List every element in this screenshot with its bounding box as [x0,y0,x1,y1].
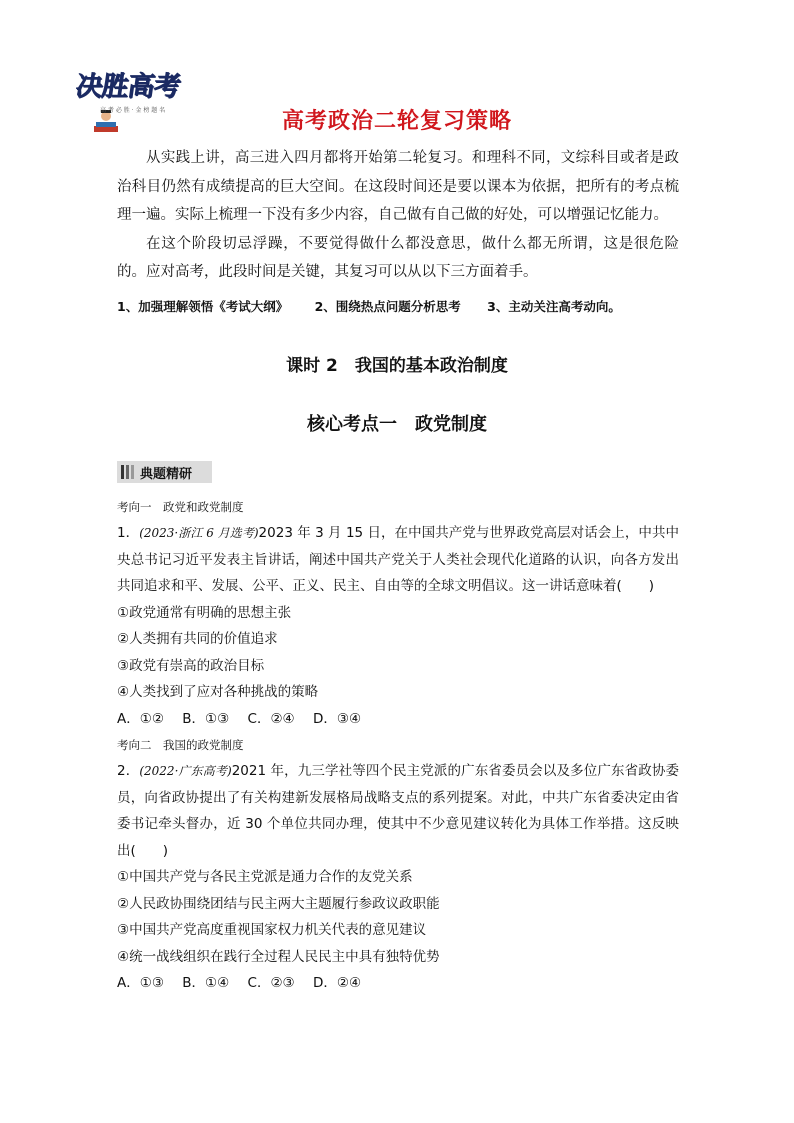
bars-icon [121,465,134,479]
q1-item-2: ②人类拥有共同的价值追求 [117,631,278,647]
logo-text: 决胜高考 [73,71,182,102]
q1-number: 1． [117,525,140,541]
q1-source: (2023·浙江 6 月选考) [139,526,259,540]
question-2 [117,758,679,864]
q1-item-1: ①政党通常有明确的思想主张 [117,604,292,621]
q1-option-b: B．①③ [182,710,230,727]
intro-paragraph-1: 从实践上讲，高三进入四月都将开始第二轮复习。和理科不同，文综科目或者是政治科目仍然有成绩提高的巨大空间。在这段时间还是要以课本为依据，把所有的考点梳理一遍。实际上梳理一下没有多少内容，自己做有自己做的好处，可以增强记忆能力。 [117,150,679,223]
core-topic-title: 核心考点一 政党制度 [307,414,487,435]
logo-subtitle: 高 考 必 胜 · 金 榜 题 名 [100,107,166,114]
q2-options [117,970,679,997]
q2-source: (2022·广东高考) [139,764,232,778]
q1-option-d: D．③④ [312,710,362,727]
q1-item-3: ③政党有崇高的政治目标 [117,657,265,674]
q2-option-c: C．②③ [247,975,295,991]
page-title: 高考政治二轮复习策略 [281,109,512,134]
q2-item-1: ①中国共产党与各民主党派是通力合作的友党关系 [117,869,413,885]
q1-stem: 2023 年 3 月 15 日，在中国共产党与世界政党高层对话会上，中共中央总书记习近平发表主旨讲话，阐述中国共产党关于人类社会现代化道路的认识，向各方发出共同追求和平、发展、公平、正义、民主、自由等的全球文明倡议。这一讲话意味着( ) [117,525,679,594]
point-3: 3、主动关注高考动向。 [487,299,621,314]
q2-option-b: B．①④ [182,975,230,991]
q1-option-a: A．①② [117,710,164,727]
q1-option-c: C．②④ [247,710,295,727]
questions-section [117,494,679,997]
q2-item-2: ②人民政协围绕团结与民主两大主题履行参政议政职能 [117,895,440,912]
section-tag [117,461,212,483]
section-tag-label: 典题精研 [140,466,193,482]
direction-1: 考向一 政党和政党制度 [117,500,244,514]
direction-2: 考向二 我国的政党制度 [117,738,244,752]
q1-options [117,706,679,733]
q2-option-d: D．②④ [312,975,362,991]
lesson-title: 课时 2 我国的基本政治制度 [286,356,508,376]
q1-item-4: ④人类找到了应对各种挑战的策略 [117,684,319,700]
point-2: 2、围绕热点问题分析思考 [314,299,461,314]
q2-stem: 2021 年，九三学社等四个民主党派的广东省委员会以及多位广东省政协委员，向省政协提出了有关构建新发展格局战略支点的系列提案。对此，中共广东省委决定由省委书记牵头督办，近 30 个单位共同办理，使其中不少意见建议转化为具体工作举措。这反映出( ) [117,763,680,859]
point-1: 1、加强理解领悟《考试大纲》 [117,299,289,314]
q2-option-a: A．①③ [117,975,164,991]
question-1 [117,520,679,600]
intro-paragraph-2: 在这个阶段切忌浮躁，不要觉得做什么都没意思，做什么都无所谓，这是很危险的。应对高考，此段时间是关键，其复习可以从以下三方面着手。 [117,235,679,280]
q2-number: 2． [117,763,140,779]
intro-section [117,144,679,287]
q2-item-4: ④统一战线组织在践行全过程人民民主中具有独特优势 [117,948,440,965]
q2-item-3: ③中国共产党高度重视国家权力机关代表的意见建议 [117,922,427,938]
key-points [117,297,643,315]
